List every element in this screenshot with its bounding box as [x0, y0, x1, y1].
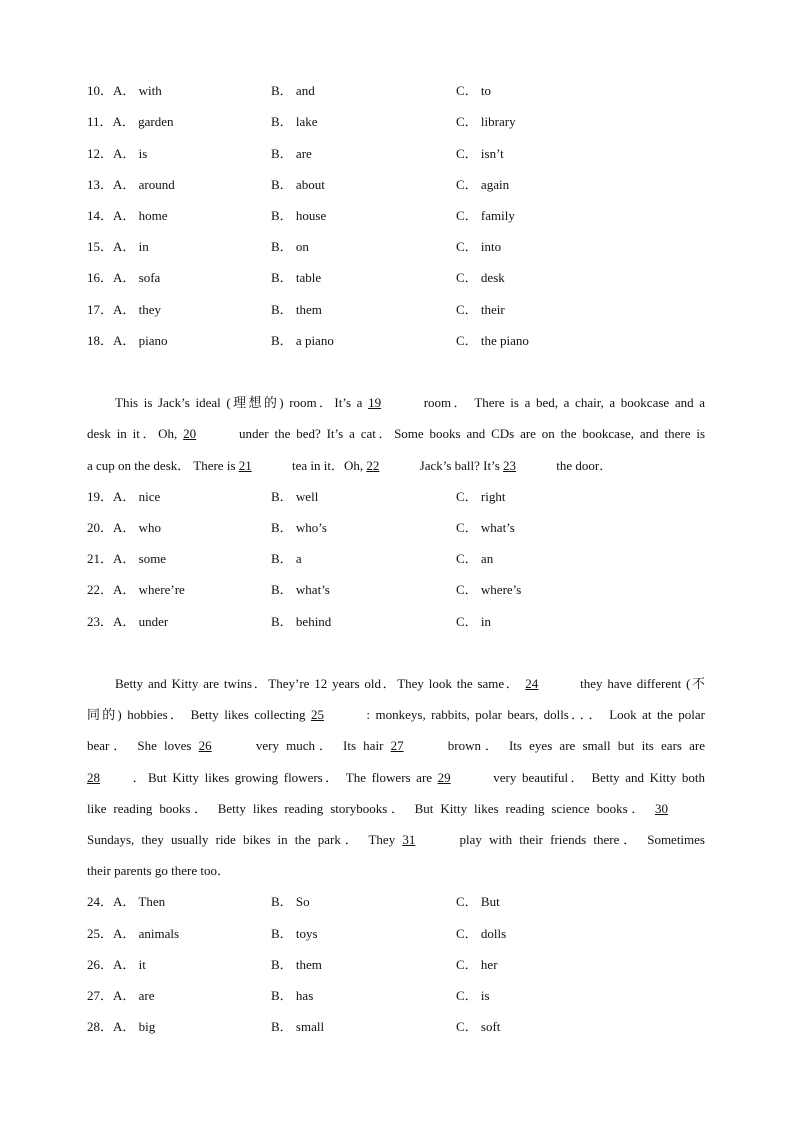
option-b: B． and [271, 83, 315, 98]
passage-text: Jack’s ball? It’s [419, 458, 500, 473]
option-a: 11．A． garden [87, 114, 174, 129]
blank-31: 31 [402, 832, 416, 847]
option-b: B． behind [271, 614, 332, 629]
blank-20: 20 [183, 426, 197, 441]
passage2-line-1 [87, 393, 705, 413]
option-c: C． what’s [456, 520, 515, 535]
blank-27: 27 [390, 738, 404, 753]
option-a: 10．A． with [87, 83, 162, 98]
blank-19: 19 [368, 395, 382, 410]
option-c: C． soft [456, 1019, 501, 1034]
passage3-line-5 [87, 799, 705, 819]
option-c: C． her [456, 957, 498, 972]
option-a: 23．A． under [87, 614, 169, 629]
option-c: C． isn’t [456, 146, 504, 161]
option-a: 26．A． it [87, 957, 146, 972]
passage-text: like reading books． Betty likes reading storybooks． But Kitty likes reading science books． [87, 801, 649, 816]
option-a: 17．A． they [87, 302, 162, 317]
option-a: 28．A． big [87, 1019, 156, 1034]
option-c: C． But [456, 894, 500, 909]
option-b: B． what’s [271, 582, 330, 597]
blank-30: 30 [655, 801, 668, 816]
passage-text: the door． [556, 458, 613, 473]
option-a: 20．A． who [87, 520, 162, 535]
option-b: B． has [271, 988, 314, 1003]
passage-text: : monkeys, rabbits, polar bears, dolls．．． Look at the polar [366, 707, 706, 722]
passage-text: Betty and Kitty are twins．They’re 12 years old．They look the same． [115, 676, 521, 691]
passage2-line-3 [87, 456, 705, 476]
passage-text: This is Jack’s ideal (理想的) room．It’s a [115, 395, 363, 410]
option-a: 21．A． some [87, 551, 167, 566]
passage3-line-2 [87, 705, 705, 725]
passage-text: a cup on the desk． There is [87, 458, 236, 473]
option-a: 13．A． around [87, 177, 175, 192]
blank-28: 28 [87, 770, 100, 785]
passage3-line-3 [87, 736, 705, 756]
option-a: 19．A． nice [87, 489, 161, 504]
option-a: 14．A． home [87, 208, 168, 223]
passage-text: desk in it．Oh, [87, 426, 178, 441]
option-c: C． in [456, 614, 492, 629]
blank-23: 23 [503, 458, 517, 473]
option-a: 24．A． Then [87, 894, 166, 909]
option-b: B． So [271, 894, 310, 909]
blank-24: 24 [525, 676, 539, 691]
passage-text: 同的) hobbies． Betty likes collecting [87, 707, 306, 722]
option-a: 16．A． sofa [87, 270, 161, 285]
option-b: B． them [271, 302, 322, 317]
option-c: C． where’s [456, 582, 522, 597]
option-b: B． small [271, 1019, 325, 1034]
option-b: B． table [271, 270, 322, 285]
option-c: C． their [456, 302, 505, 317]
option-a: 27．A． are [87, 988, 155, 1003]
option-c: C． the piano [456, 333, 529, 348]
option-c: C． an [456, 551, 494, 566]
option-b: B． a [271, 551, 302, 566]
passage-text: very beautiful． Betty and Kitty both [493, 770, 706, 785]
option-b: B． on [271, 239, 309, 254]
option-b: B． well [271, 489, 319, 504]
option-c: C． into [456, 239, 502, 254]
passage-text: bear． She loves [87, 738, 192, 753]
blank-29: 29 [437, 770, 451, 785]
passage-text: room． There is a bed, a chair, a bookcase and a [423, 395, 705, 410]
option-c: C． family [456, 208, 515, 223]
blank-25: 25 [310, 707, 324, 722]
option-b: B． them [271, 957, 322, 972]
option-b: B． about [271, 177, 325, 192]
option-c: C． is [456, 988, 490, 1003]
passage-text: very much． Its hair [255, 738, 384, 753]
option-a: 18．A． piano [87, 333, 168, 348]
passage-text: brown． Its eyes are small but its ears are [447, 738, 706, 753]
passage3-line-6 [87, 830, 705, 850]
passage-text: ．But Kitty likes growing flowers． The flowers are [132, 770, 433, 785]
option-b: B． are [271, 146, 312, 161]
passage-text: play with their friends there． Sometimes [459, 832, 705, 847]
option-b: B． who’s [271, 520, 327, 535]
option-c: C． desk [456, 270, 505, 285]
passage-text: they have different (不 [580, 676, 706, 691]
option-a: 25．A． animals [87, 926, 180, 941]
passage3-line-4 [87, 768, 705, 788]
option-c: C． library [456, 114, 516, 129]
passage3-line-1 [87, 674, 705, 694]
option-b: B． lake [271, 114, 318, 129]
passage-text: tea in it．Oh, [292, 458, 364, 473]
option-a: 12．A． is [87, 146, 148, 161]
option-b: B． house [271, 208, 327, 223]
option-b: B． toys [271, 926, 318, 941]
option-c: C． right [456, 489, 506, 504]
passage3-line-7 [87, 861, 705, 881]
option-b: B． a piano [271, 333, 334, 348]
blank-21: 21 [238, 458, 252, 473]
passage-text: Sundays, they usually ride bikes in the park． They [87, 832, 396, 847]
option-c: C． again [456, 177, 510, 192]
passage-text: under the bed? It’s a cat．Some books and CDs are on the bookcase, and there is [239, 426, 706, 441]
option-c: C． to [456, 83, 492, 98]
option-a: 22．A． where’re [87, 582, 185, 597]
option-c: C． dolls [456, 926, 507, 941]
option-a: 15．A． in [87, 239, 149, 254]
blank-22: 22 [366, 458, 380, 473]
passage-text: their parents go there too． [87, 863, 230, 878]
passage2-line-2 [87, 424, 705, 444]
blank-26: 26 [198, 738, 212, 753]
